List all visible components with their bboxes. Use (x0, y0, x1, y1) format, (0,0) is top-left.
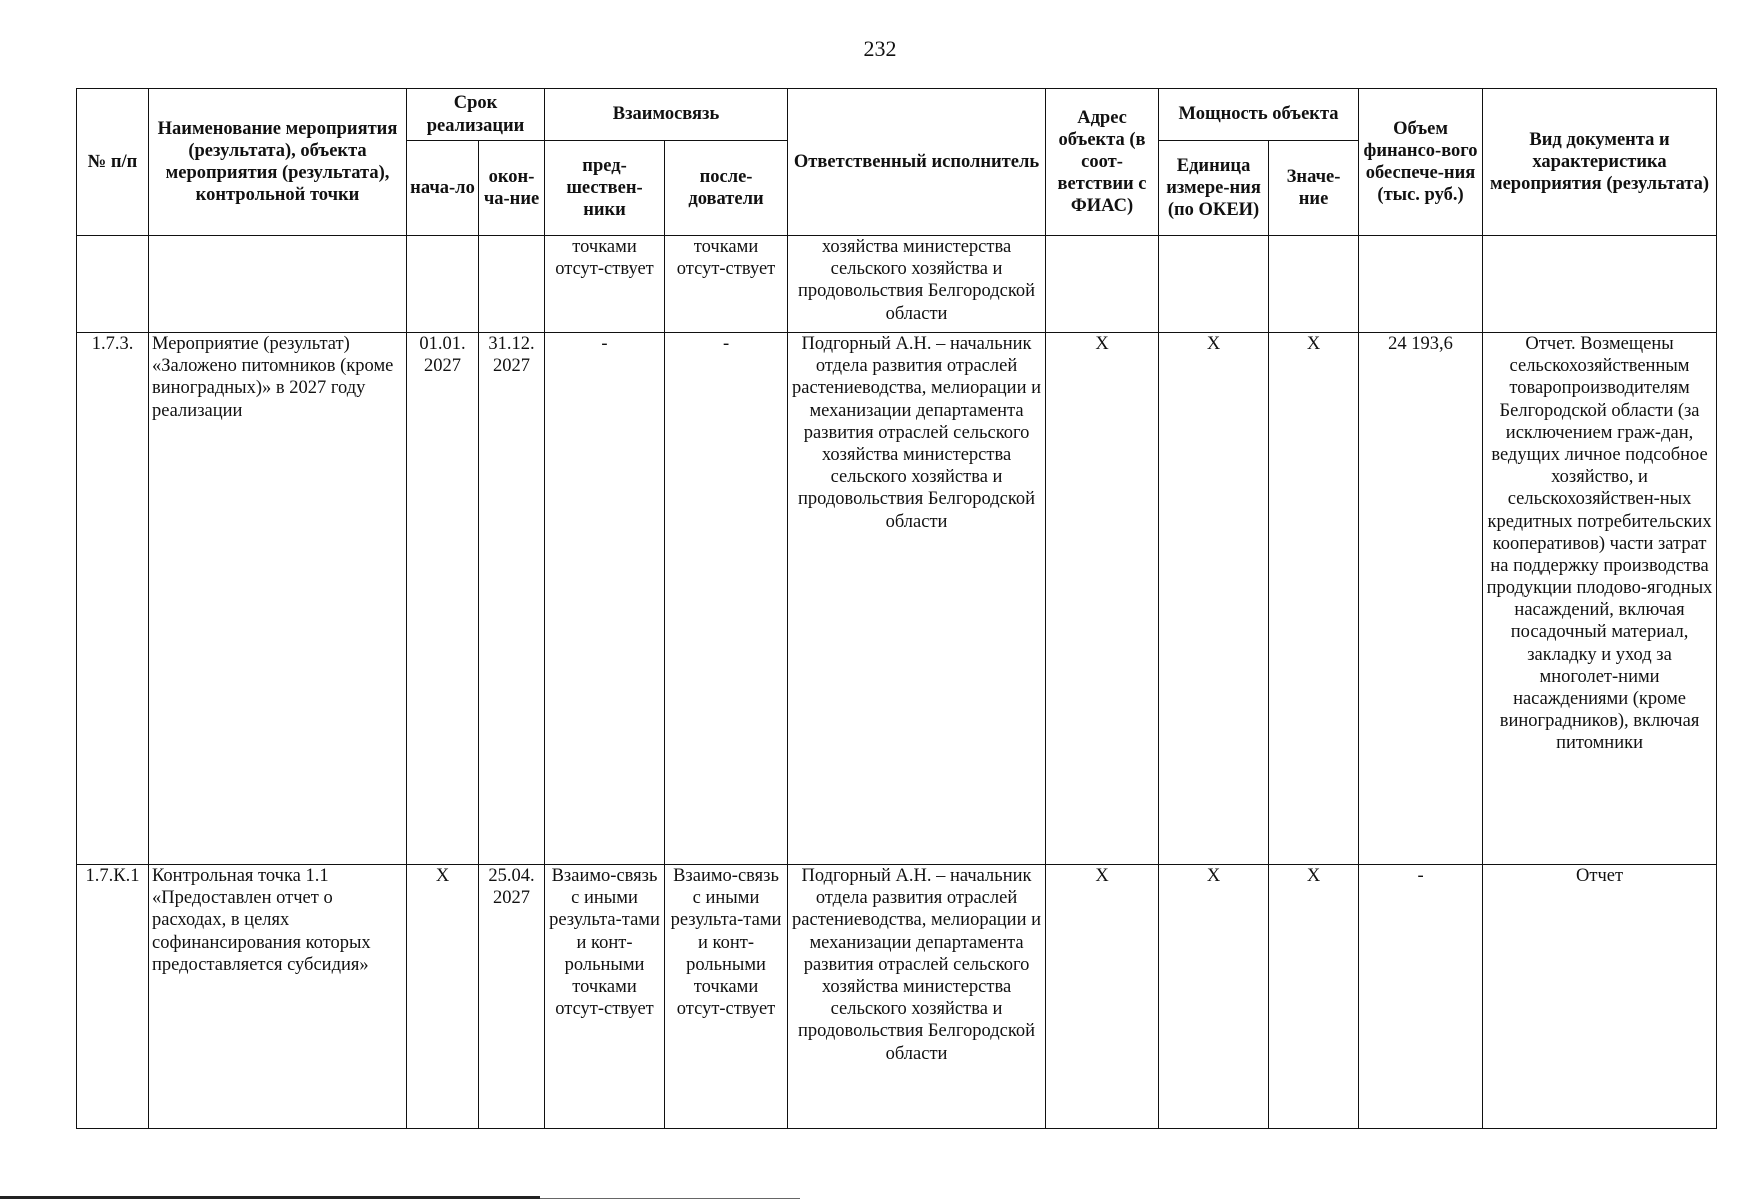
row-unit: X (1159, 865, 1269, 1129)
header-term: Срок реализации (407, 89, 545, 141)
activities-table (76, 88, 1717, 1129)
row-address: X (1046, 865, 1159, 1129)
row-value: X (1269, 333, 1359, 865)
table-row (77, 236, 1717, 333)
row-doc: Отчет (1483, 865, 1717, 1129)
header-link-pred: пред-шествен-ники (545, 141, 665, 236)
row-end (479, 236, 545, 333)
row-responsible: хозяйства министерства сельского хозяйства и продовольствия Белгородской области (788, 236, 1046, 333)
row-name: Контрольная точка 1.1 «Предоставлен отчет о расходах, в целях софинансирования которых предоставляется субсидия» (149, 865, 407, 1129)
header-capacity: Мощность объекта (1159, 89, 1359, 141)
row-start (407, 236, 479, 333)
row-pred: Взаимо-связь с иными результа-тами и конт-рольными точками отсут-ствует (545, 865, 665, 1129)
header-num: № п/п (77, 89, 149, 236)
row-volume (1359, 236, 1483, 333)
row-address: X (1046, 333, 1159, 865)
header-name: Наименование мероприятия (результата), объекта мероприятия (результата), контрольной точки (149, 89, 407, 236)
header-term-end: окон-ча-ние (479, 141, 545, 236)
header-term-start: нача-ло (407, 141, 479, 236)
row-doc: Отчет. Возмещены сельскохозяйственным товаропроизводителям Белгородской области (за исключением граж-дан, ведущих личное подсобное хозяйство, и сельскохозяйствен-ных кредитных потребительских кооперативов) части затрат на поддержку производства продукции плодово-ягодных насаждений, включая посадочный материал, закладку и уход за многолет-ними насаждениями (кроме виноградников), включая питомники (1483, 333, 1717, 865)
row-unit (1159, 236, 1269, 333)
header-responsible: Ответственный исполнитель (788, 89, 1046, 236)
bottom-rule-faint (540, 1198, 800, 1199)
row-end: 25.04. 2027 (479, 865, 545, 1129)
header-address: Адрес объекта (в соот-ветствии с ФИАС) (1046, 89, 1159, 236)
row-num: 1.7.К.1 (77, 865, 149, 1129)
header-link-post: после-дователи (665, 141, 788, 236)
row-pred: - (545, 333, 665, 865)
table-row (77, 333, 1717, 865)
row-post: Взаимо-связь с иными результа-тами и конт-рольными точками отсут-ствует (665, 865, 788, 1129)
row-volume: - (1359, 865, 1483, 1129)
header-capacity-unit: Единица измере-ния (по ОКЕИ) (1159, 141, 1269, 236)
header-doc: Вид документа и характеристика мероприятия (результата) (1483, 89, 1717, 236)
row-name (149, 236, 407, 333)
row-start: 01.01. 2027 (407, 333, 479, 865)
row-unit: X (1159, 333, 1269, 865)
row-name: Мероприятие (результат) «Заложено питомников (кроме виноградных)» в 2027 году реализации (149, 333, 407, 865)
row-pred: точками отсут-ствует (545, 236, 665, 333)
row-value: X (1269, 865, 1359, 1129)
row-num (77, 236, 149, 333)
row-post: - (665, 333, 788, 865)
row-doc (1483, 236, 1717, 333)
header-volume: Объем финансо-вого обеспече-ния (тыс. руб.) (1359, 89, 1483, 236)
row-address (1046, 236, 1159, 333)
table-row (77, 865, 1717, 1129)
row-value (1269, 236, 1359, 333)
row-start: X (407, 865, 479, 1129)
row-num: 1.7.3. (77, 333, 149, 865)
row-end: 31.12. 2027 (479, 333, 545, 865)
header-link: Взаимосвязь (545, 89, 788, 141)
bottom-rule (0, 1196, 540, 1199)
row-post: точками отсут-ствует (665, 236, 788, 333)
page-number: 232 (863, 36, 897, 61)
header-capacity-value: Значе-ние (1269, 141, 1359, 236)
row-responsible: Подгорный А.Н. – начальник отдела развития отраслей растениеводства, мелиорации и механизации департамента развития отраслей сельского хозяйства министерства сельского хозяйства и продовольствия Белгородской области (788, 333, 1046, 865)
row-responsible: Подгорный А.Н. – начальник отдела развития отраслей растениеводства, мелиорации и механизации департамента развития отраслей сельского хозяйства министерства сельского хозяйства и продовольствия Белгородской области (788, 865, 1046, 1129)
row-volume: 24 193,6 (1359, 333, 1483, 865)
